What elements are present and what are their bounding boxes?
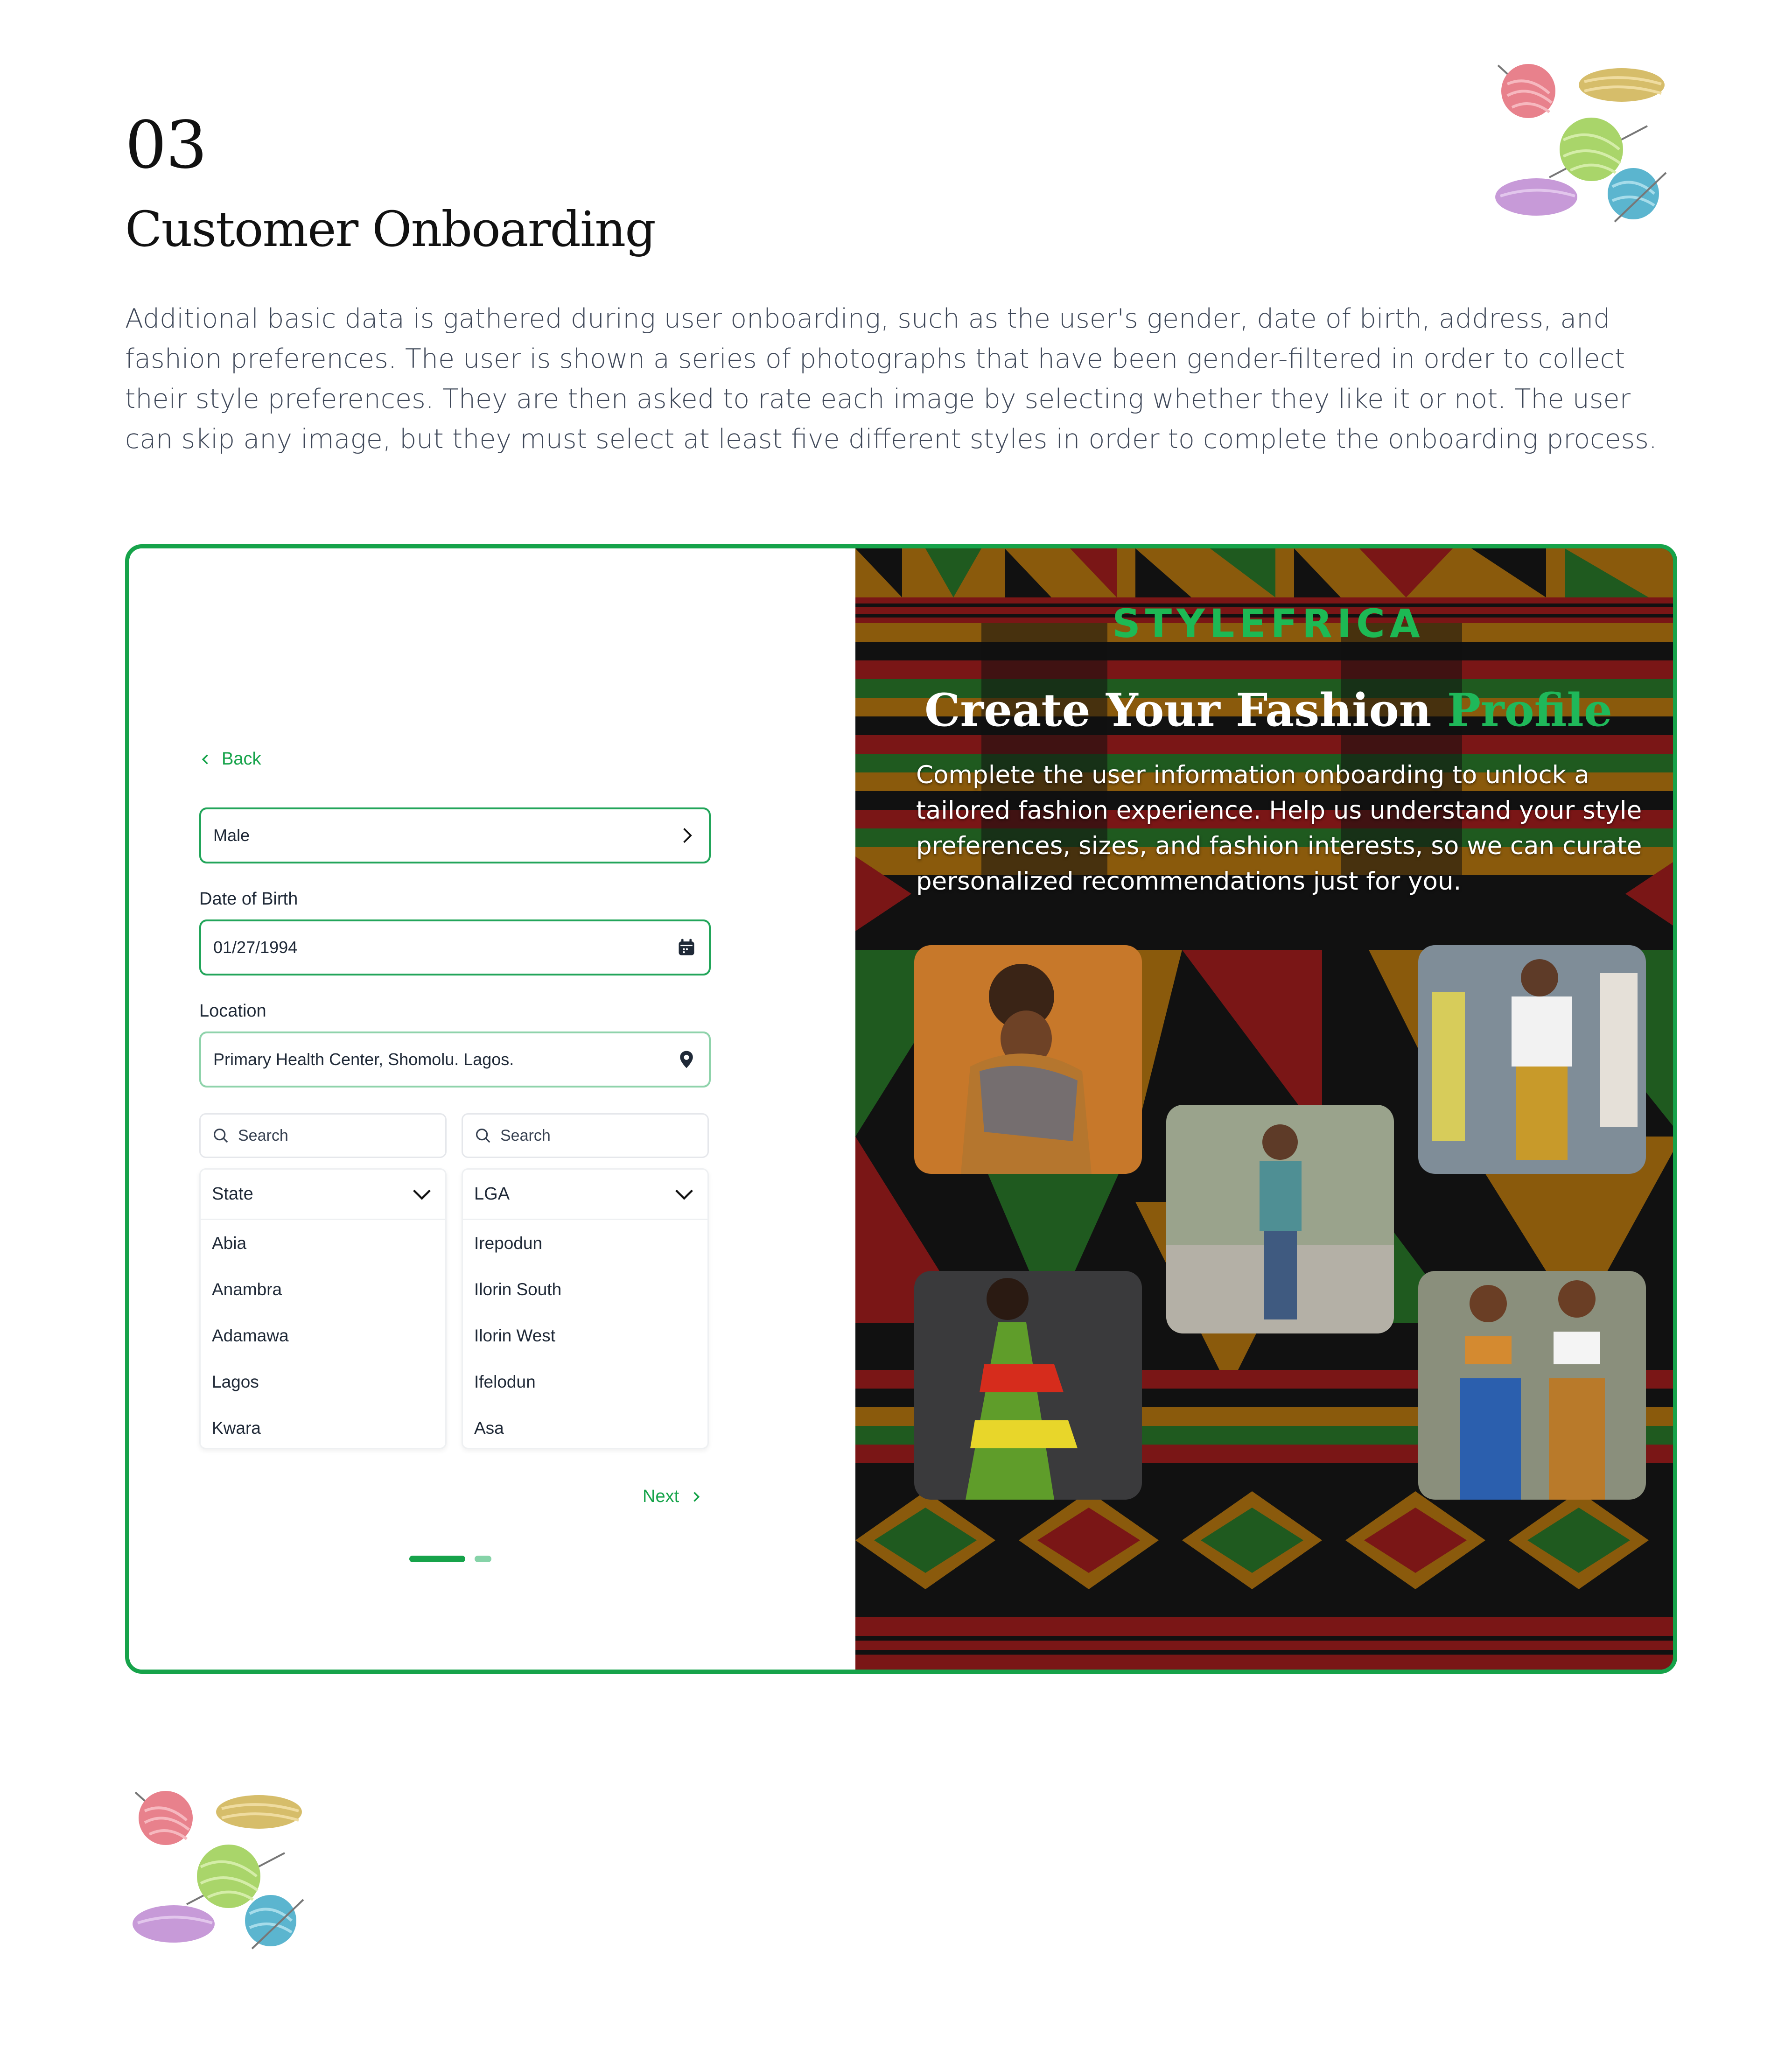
search-icon — [474, 1127, 492, 1144]
back-label: Back — [222, 749, 261, 769]
style-photo[interactable] — [1418, 945, 1646, 1174]
yarn-decoration-icon — [1493, 56, 1671, 224]
next-button[interactable] — [643, 1487, 702, 1507]
section-number: 03 — [125, 107, 207, 183]
promo-title-main: Create Your Fashion — [924, 684, 1447, 737]
search-icon — [212, 1127, 230, 1144]
dob-value: 01/27/1994 — [213, 938, 298, 957]
state-option[interactable]: Adamawa — [212, 1326, 289, 1345]
state-option[interactable]: Kwara — [212, 1418, 261, 1438]
state-dropdown-header[interactable] — [201, 1170, 445, 1220]
location-pin-icon[interactable] — [676, 1049, 697, 1070]
state-option[interactable]: Anambra — [212, 1279, 282, 1299]
style-photo[interactable] — [914, 1271, 1142, 1500]
promo-title — [855, 684, 1677, 737]
lga-header-label: LGA — [474, 1184, 510, 1204]
lga-dropdown-header[interactable] — [463, 1170, 707, 1220]
location-label: Location — [199, 1001, 266, 1021]
dob-label: Date of Birth — [199, 889, 298, 909]
location-value: Primary Health Center, Shomolu. Lagos. — [213, 1050, 514, 1069]
state-option[interactable]: Lagos — [212, 1372, 259, 1391]
section-title: Customer Onboarding — [125, 201, 655, 258]
yarn-decoration-icon — [131, 1783, 308, 1951]
promo-pane — [855, 548, 1677, 1670]
state-search-input[interactable] — [199, 1113, 447, 1158]
next-label: Next — [643, 1487, 679, 1506]
onboarding-mockup — [125, 544, 1677, 1674]
promo-description: Complete the user information onboarding to unlock a tailored fashion experience. Help us understand your style preferences, sizes, and fashion interests, so we can curate personalized recommendations just for you. — [916, 761, 1642, 896]
chevron-left-icon — [199, 753, 212, 766]
state-dropdown[interactable] — [199, 1168, 447, 1449]
chevron-down-icon — [672, 1182, 696, 1207]
style-photo[interactable] — [914, 945, 1142, 1174]
location-field[interactable] — [199, 1032, 711, 1088]
style-photo[interactable] — [1166, 1105, 1394, 1333]
style-photo[interactable] — [1418, 1271, 1646, 1500]
section-description: Additional basic data is gathered during user onboarding, such as the user's gender, date of birth, address, and fashion preferences. The user is shown a series of photographs that have been gender-filtered in order to collect their style preferences. They are then asked to rate each image by selecting whether they like it or not. The user can skip any image, but they must select at least five different styles in order to complete the onboarding process. — [125, 303, 1658, 455]
step-indicator — [409, 1556, 491, 1562]
lga-option[interactable]: Asa — [474, 1418, 504, 1438]
step-dot — [475, 1556, 491, 1562]
state-search-placeholder: Search — [238, 1126, 288, 1144]
state-option[interactable]: Abia — [212, 1233, 247, 1253]
lga-option[interactable]: Ilorin West — [474, 1326, 556, 1345]
lga-option[interactable]: Ilorin South — [474, 1279, 562, 1299]
chevron-right-icon — [689, 1490, 702, 1503]
dob-field[interactable] — [199, 919, 711, 975]
lga-search-placeholder: Search — [500, 1126, 551, 1144]
state-header-label: State — [212, 1184, 253, 1204]
lga-option[interactable]: Irepodun — [474, 1233, 543, 1253]
chevron-right-icon — [676, 825, 697, 846]
gender-value: Male — [213, 826, 250, 845]
lga-option[interactable]: Ifelodun — [474, 1372, 536, 1391]
back-button[interactable] — [199, 749, 261, 769]
gender-select[interactable] — [199, 807, 711, 863]
onboarding-form-pane — [129, 548, 855, 1670]
step-dot-active — [409, 1556, 465, 1562]
chevron-down-icon — [410, 1182, 434, 1207]
calendar-icon[interactable] — [676, 937, 697, 958]
lga-search-input[interactable] — [462, 1113, 709, 1158]
brand-logo: STYLEFRICA — [1112, 601, 1425, 646]
lga-dropdown[interactable] — [462, 1168, 709, 1449]
promo-title-accent: Profile — [1447, 684, 1612, 737]
